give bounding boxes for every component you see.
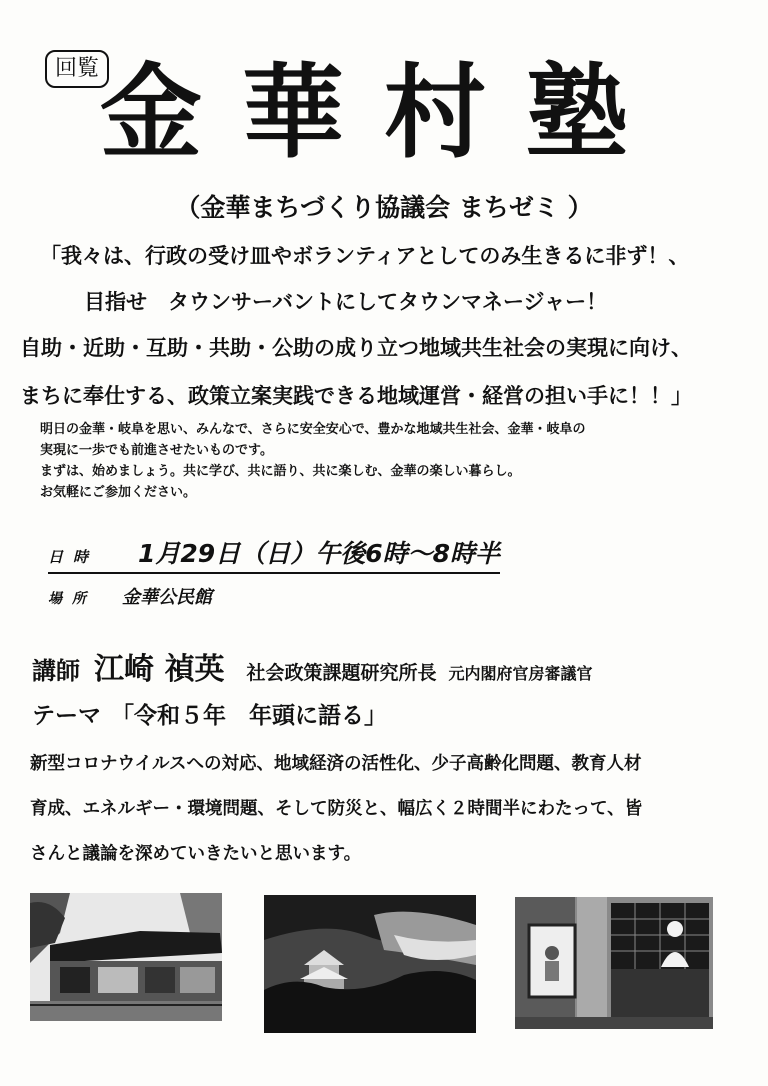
description-line: 新型コロナウイルスへの対応、地域経済の活性化、少子高齢化問題、教育人材 (30, 754, 642, 774)
datetime-label: 日時 (48, 548, 99, 566)
theme-label: テーマ (32, 703, 101, 729)
theme-row (32, 697, 387, 730)
subtitle: （金華まちづくり協議会 まちゼミ ） (175, 193, 593, 222)
datetime-value: 1月29日（日）午後6時～8時半 (138, 539, 500, 568)
intro-line: 明日の金華・岐阜を思い、みんなで、さらに安全安心で、豊かな地域共生社会、金華・岐阜の (40, 422, 586, 437)
description-line: 育成、エネルギー・環境問題、そして防災と、幅広く２時間半にわたって、皆 (30, 799, 643, 819)
circulation-stamp: 回覧 (45, 50, 109, 88)
lecturer-row (32, 644, 592, 688)
place-label: 場所 (48, 591, 96, 607)
motto-line-1: 「我々は、行政の受け皿やボランティアとしてのみ生きるに非ず！、 (40, 244, 690, 268)
intro-line: まずは、始めましょう。共に学び、共に語り、共に楽しむ、金華の楽しい暮らし。 (40, 464, 521, 479)
photo-castle (264, 895, 476, 1033)
place-value: 金華公民館 (122, 587, 212, 608)
photo-interior-portrait (515, 897, 713, 1029)
lecturer-title: 社会政策課題研究所長 (246, 662, 437, 684)
description (30, 742, 745, 877)
intro-line: 実現に一歩でも前進させたいものです。 (40, 443, 273, 458)
place-row (48, 583, 212, 609)
datetime-row (48, 534, 500, 574)
intro-line: お気軽にご参加ください。 (40, 485, 197, 500)
photo-old-house (30, 893, 222, 1021)
lecturer-label: 講師 (32, 657, 80, 685)
motto-line-3: 自助・近助・互助・共助・公助の成り立つ地域共生社会の実現に向け、 (20, 336, 692, 360)
page-title: 金華村塾 (100, 54, 668, 173)
theme-value: 「令和５年 年頭に語る」 (111, 703, 387, 729)
motto-line-4: まちに奉仕する、政策立案実践できる地域運営・経営の担い手に！！」 (20, 384, 692, 408)
lecturer-former-title: 元内閣府官房審議官 (448, 664, 593, 683)
motto-line-2: 目指せ タウンサーバントにしてタウンマネージャー！ (84, 290, 608, 314)
description-line: さんと議論を深めていきたいと思います。 (30, 844, 362, 864)
lecturer-name: 江崎 禎英 (94, 652, 225, 687)
intro-text (40, 419, 740, 503)
